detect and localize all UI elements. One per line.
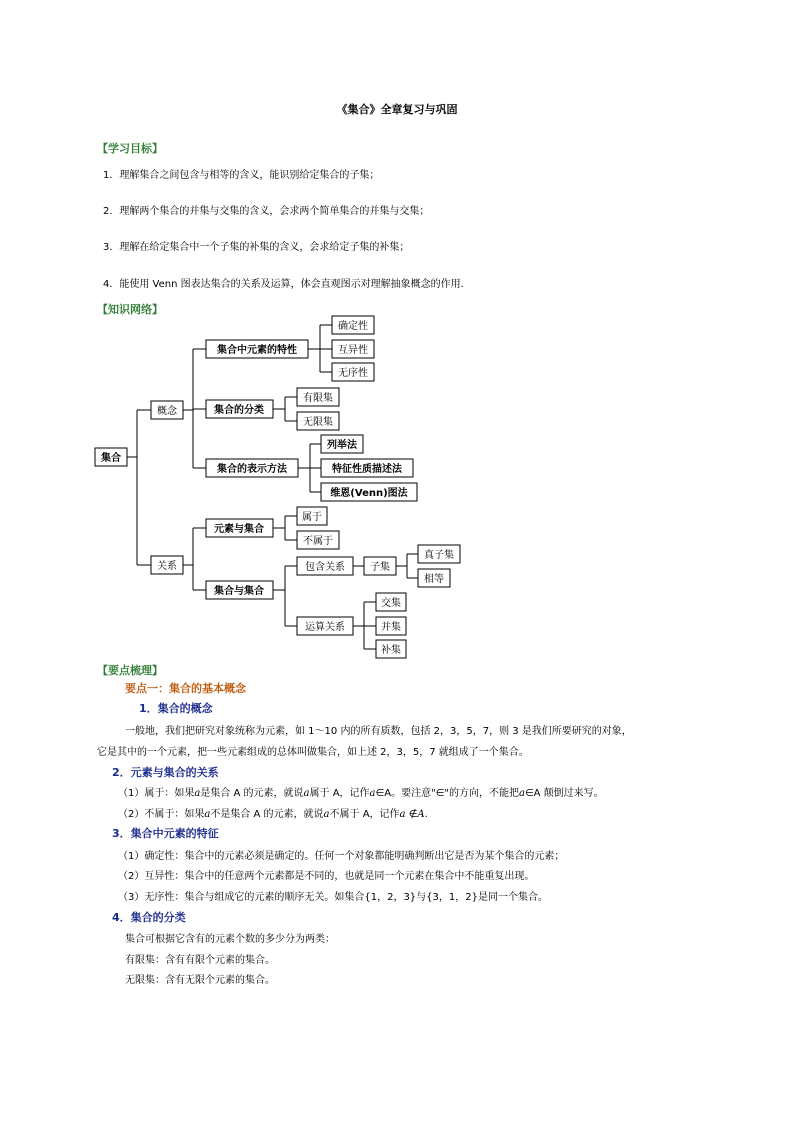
svg-text:交集: 交集 [381, 598, 401, 609]
page-title: 《集合》全章复习与巩固 [336, 103, 458, 116]
node-venn [321, 483, 417, 501]
node-not-belongs [297, 531, 339, 549]
svg-text:集合: 集合 [101, 453, 121, 464]
svg-text:集合与集合: 集合与集合 [214, 586, 264, 597]
node-infinite [297, 412, 339, 430]
node-classification [206, 400, 273, 418]
node-complement [376, 640, 406, 658]
svg-text:维恩(Venn)图法: 维恩(Venn)图法 [330, 488, 408, 499]
svg-text:概念: 概念 [157, 406, 177, 417]
svg-text:列举法: 列举法 [327, 440, 357, 451]
svg-text:元素与集合: 元素与集合 [214, 524, 264, 535]
svg-text:无限集: 无限集 [303, 417, 333, 428]
svg-text:补集: 补集 [381, 645, 401, 656]
node-representation [206, 459, 298, 477]
svg-text:不属于: 不属于 [303, 536, 333, 547]
paragraph: 一般地，我们把研究对象统称为元素，如 1～10 内的所有质数，包括 2，3，5，7，则 3 是我们所要研究的对象， [125, 726, 632, 737]
node-concept [151, 401, 183, 419]
node-intersection [376, 593, 406, 611]
feature-item: （2）互异性：集合中的任意两个元素都是不同的，也就是同一个元素在集合中不能重复出现。 [118, 871, 535, 882]
node-inclusion [297, 557, 353, 575]
goals-heading: 【学习目标】 [97, 142, 163, 155]
goal-item: 1．理解集合之间包含与相等的含义，能识别给定集合的子集； [103, 170, 380, 181]
paragraph: 它是其中的一个元素，把一些元素组成的总体叫做集合，如上述 2，3，5，7 就组成了一个集合。 [97, 747, 529, 758]
node-subset [364, 557, 396, 575]
svg-text:集合的分类: 集合的分类 [214, 405, 264, 416]
node-properties [206, 340, 308, 358]
node-root [95, 448, 127, 466]
heading-element-features: 3．集合中元素的特征 [112, 827, 219, 840]
node-union [376, 617, 406, 635]
svg-text:集合的表示方法: 集合的表示方法 [217, 464, 287, 475]
svg-text:属于: 属于 [302, 512, 322, 523]
heading-set-concept: 1．集合的概念 [139, 702, 213, 715]
svg-text:运算关系: 运算关系 [305, 622, 345, 633]
svg-text:有限集: 有限集 [303, 393, 333, 404]
paragraph: 有限集：含有有限个元素的集合。 [125, 955, 275, 966]
svg-text:真子集: 真子集 [424, 550, 454, 561]
node-set-set [206, 581, 273, 599]
heading-set-classification: 4．集合的分类 [112, 911, 186, 924]
svg-text:确定性: 确定性 [338, 321, 368, 332]
node-distinct [332, 340, 374, 358]
svg-text:包含关系: 包含关系 [305, 562, 345, 573]
svg-text:特征性质描述法: 特征性质描述法 [332, 464, 402, 475]
network-heading: 【知识网络】 [97, 303, 163, 316]
node-listing [321, 435, 363, 453]
node-proper-subset [418, 545, 460, 563]
node-equal [418, 569, 450, 587]
node-element-set [206, 519, 273, 537]
svg-text:无序性: 无序性 [338, 368, 368, 379]
svg-text:集合中元素的特性: 集合中元素的特性 [217, 345, 297, 356]
feature-item: （1）确定性：集合中的元素必须是确定的。任何一个对象都能明确判断出它是否为某个集合的元素； [118, 851, 565, 862]
not-belongs-line: （2）不属于：如果a不是集合 A 的元素，就说a不属于 A，记作a ∉A. [118, 809, 428, 820]
svg-text:子集: 子集 [370, 562, 390, 573]
keypoint-1-title: 要点一：集合的基本概念 [125, 682, 246, 695]
goal-item: 2．理解两个集合的并集与交集的含义，会求两个简单集合的并集与交集； [103, 206, 430, 217]
node-definite [332, 316, 374, 334]
svg-text:关系: 关系 [157, 561, 177, 572]
node-finite [297, 388, 339, 406]
goal-item: 4．能使用 Venn 图表达集合的关系及运算，体会直观图示对理解抽象概念的作用. [103, 279, 464, 290]
keypoints-heading: 【要点梳理】 [97, 664, 163, 677]
svg-text:并集: 并集 [381, 622, 401, 633]
heading-element-set-relation: 2．元素与集合的关系 [112, 766, 219, 779]
svg-text:互异性: 互异性 [338, 345, 368, 356]
node-description [321, 459, 413, 477]
feature-item: （3）无序性：集合与组成它的元素的顺序无关。如集合{1，2，3}与{3，1，2}是同一个集合。 [118, 892, 548, 903]
paragraph: 集合可根据它含有的元素个数的多少分为两类： [125, 934, 335, 945]
node-belongs [297, 507, 327, 525]
goal-item: 3．理解在给定集合中一个子集的补集的含义，会求给定子集的补集； [103, 242, 410, 253]
svg-text:相等: 相等 [424, 574, 444, 585]
belongs-line: （1）属于：如果a是集合 A 的元素，就说a属于 A，记作a∈A。要注意"∈"的方向，不能把a∈A 颠倒过来写。 [118, 788, 604, 799]
node-unordered [332, 363, 374, 381]
node-relation [151, 556, 183, 574]
paragraph: 无限集：含有无限个元素的集合。 [125, 975, 275, 986]
node-operation [297, 617, 353, 635]
